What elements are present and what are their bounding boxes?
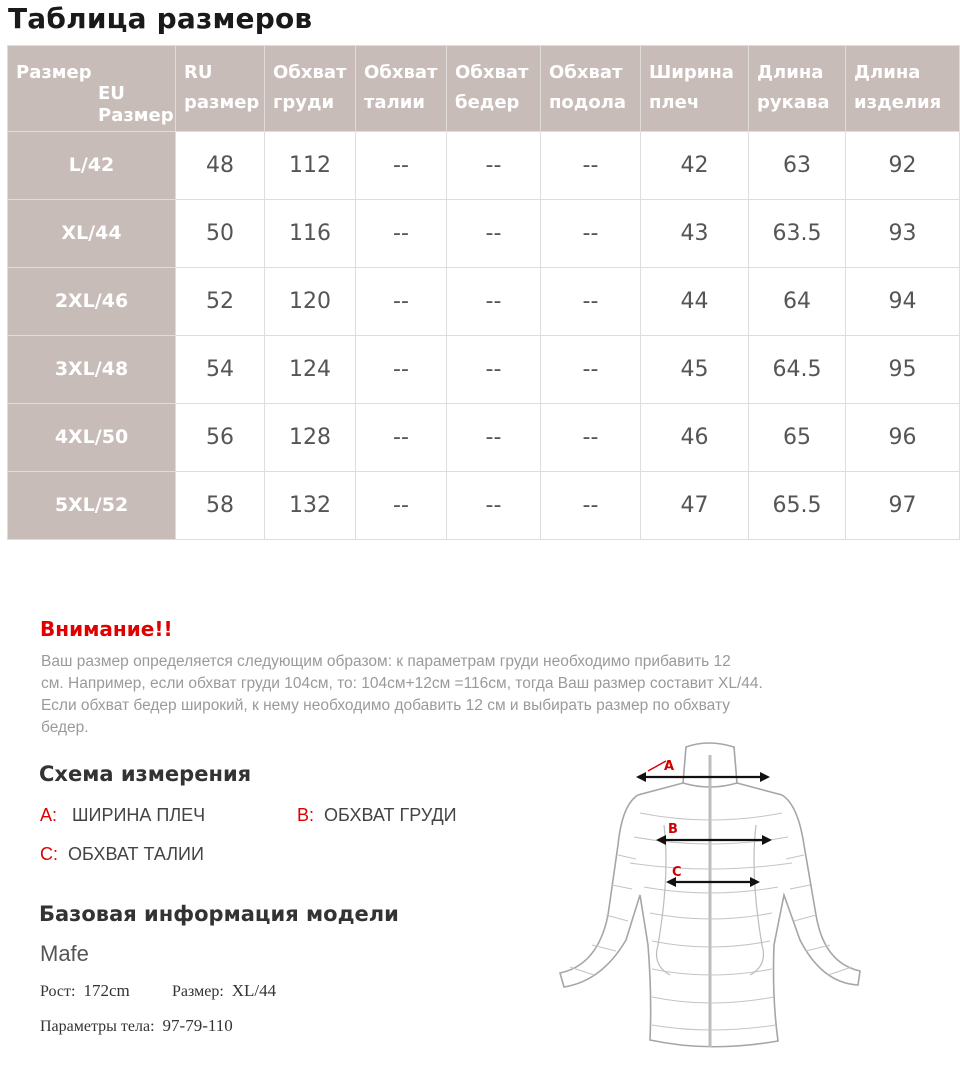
table-cell: 65: [749, 404, 846, 472]
table-row: [8, 472, 960, 540]
legend-a: A: ШИРИНА ПЛЕЧ: [40, 805, 206, 825]
table-cell: 132: [265, 472, 356, 540]
col-header-shoulder: Ширина плеч: [641, 46, 749, 132]
table-cell: 116: [265, 200, 356, 268]
corner-size-label: Размер: [16, 62, 92, 83]
table-cell: 120: [265, 268, 356, 336]
table-cell: --: [541, 132, 641, 200]
col-header-hem: Обхват подола: [541, 46, 641, 132]
attention-text: Ваш размер определяется следующим образом: к параметрам груди необходимо прибавить 12 см. Например, если обхват груди 104см, то: 104см+12см =116см, тогда Ваш размер составит XL/44. Если обхват бедер широкий, к нему необходимо добавить 12 см и выбирать размер по обхвату бедер.: [41, 653, 763, 736]
legend-b: B: ОБХВАТ ГРУДИ: [297, 805, 457, 825]
table-row: [8, 404, 960, 472]
table-row: [8, 132, 960, 200]
scheme-heading: Схема измерения: [39, 762, 252, 786]
table-cell: 43: [641, 200, 749, 268]
table-header-row: [8, 46, 960, 132]
eu-size-cell: L/42: [8, 132, 176, 200]
table-cell: --: [541, 404, 641, 472]
model-height: Рост: 172cm: [40, 981, 130, 1000]
col-header-chest: Обхват груди: [265, 46, 356, 132]
table-cell: --: [356, 200, 447, 268]
table-cell: 46: [641, 404, 749, 472]
table-cell: 54: [176, 336, 265, 404]
table-cell: --: [447, 268, 541, 336]
table-cell: 44: [641, 268, 749, 336]
marker-c-label: C: [672, 865, 682, 880]
marker-b-label: B: [668, 822, 678, 837]
table-cell: --: [541, 472, 641, 540]
col-header-hips: Обхват бедер: [447, 46, 541, 132]
table-row: [8, 200, 960, 268]
table-cell: 64: [749, 268, 846, 336]
eu-size-cell: 4XL/50: [8, 404, 176, 472]
table-cell: 42: [641, 132, 749, 200]
table-cell: --: [541, 336, 641, 404]
table-cell: 128: [265, 404, 356, 472]
table-cell: 93: [846, 200, 960, 268]
table-cell: 97: [846, 472, 960, 540]
col-header-waist: Обхват талии: [356, 46, 447, 132]
eu-size-cell: XL/44: [8, 200, 176, 268]
table-cell: 52: [176, 268, 265, 336]
table-cell: 56: [176, 404, 265, 472]
attention-heading: Внимание!!: [40, 617, 173, 641]
col-header-ru-size: RU размер: [176, 46, 265, 132]
table-row: [8, 336, 960, 404]
table-cell: --: [541, 268, 641, 336]
table-cell: 63.5: [749, 200, 846, 268]
table-cell: 95: [846, 336, 960, 404]
model-size: Размер: XL/44: [172, 981, 277, 1000]
legend-c: C: ОБХВАТ ТАЛИИ: [40, 844, 204, 864]
col-header-sleeve: Длина рукава: [749, 46, 846, 132]
table-cell: 96: [846, 404, 960, 472]
col-header-length: Длина изделия: [846, 46, 960, 132]
model-params: Параметры тела: 97-79-110: [40, 1016, 233, 1035]
table-cell: --: [356, 336, 447, 404]
table-cell: 92: [846, 132, 960, 200]
marker-a-label: A: [664, 759, 675, 774]
eu-size-cell: 5XL/52: [8, 472, 176, 540]
table-cell: 58: [176, 472, 265, 540]
table-cell: 45: [641, 336, 749, 404]
table-cell: --: [356, 268, 447, 336]
table-row: [8, 268, 960, 336]
table-cell: 50: [176, 200, 265, 268]
table-cell: 94: [846, 268, 960, 336]
jacket-measurement-diagram: [540, 735, 870, 1065]
eu-size-cell: 2XL/46: [8, 268, 176, 336]
page-title: Таблица размеров: [8, 2, 313, 35]
eu-size-cell: 3XL/48: [8, 336, 176, 404]
table-cell: --: [447, 200, 541, 268]
table-cell: --: [356, 404, 447, 472]
corner-header: [8, 46, 176, 132]
corner-eu-size-label: Размер: [98, 105, 174, 126]
table-cell: 48: [176, 132, 265, 200]
table-cell: --: [447, 404, 541, 472]
table-cell: --: [447, 472, 541, 540]
table-cell: --: [447, 336, 541, 404]
table-cell: 65.5: [749, 472, 846, 540]
table-cell: --: [447, 132, 541, 200]
table-cell: 63: [749, 132, 846, 200]
table-cell: 124: [265, 336, 356, 404]
table-cell: 112: [265, 132, 356, 200]
corner-eu-label: EU: [98, 83, 125, 104]
table-cell: 47: [641, 472, 749, 540]
table-cell: 64.5: [749, 336, 846, 404]
table-cell: --: [541, 200, 641, 268]
table-cell: --: [356, 132, 447, 200]
size-table: [7, 45, 960, 540]
model-name: Mafe: [40, 941, 89, 966]
table-cell: --: [356, 472, 447, 540]
model-heading: Базовая информация модели: [39, 902, 399, 926]
